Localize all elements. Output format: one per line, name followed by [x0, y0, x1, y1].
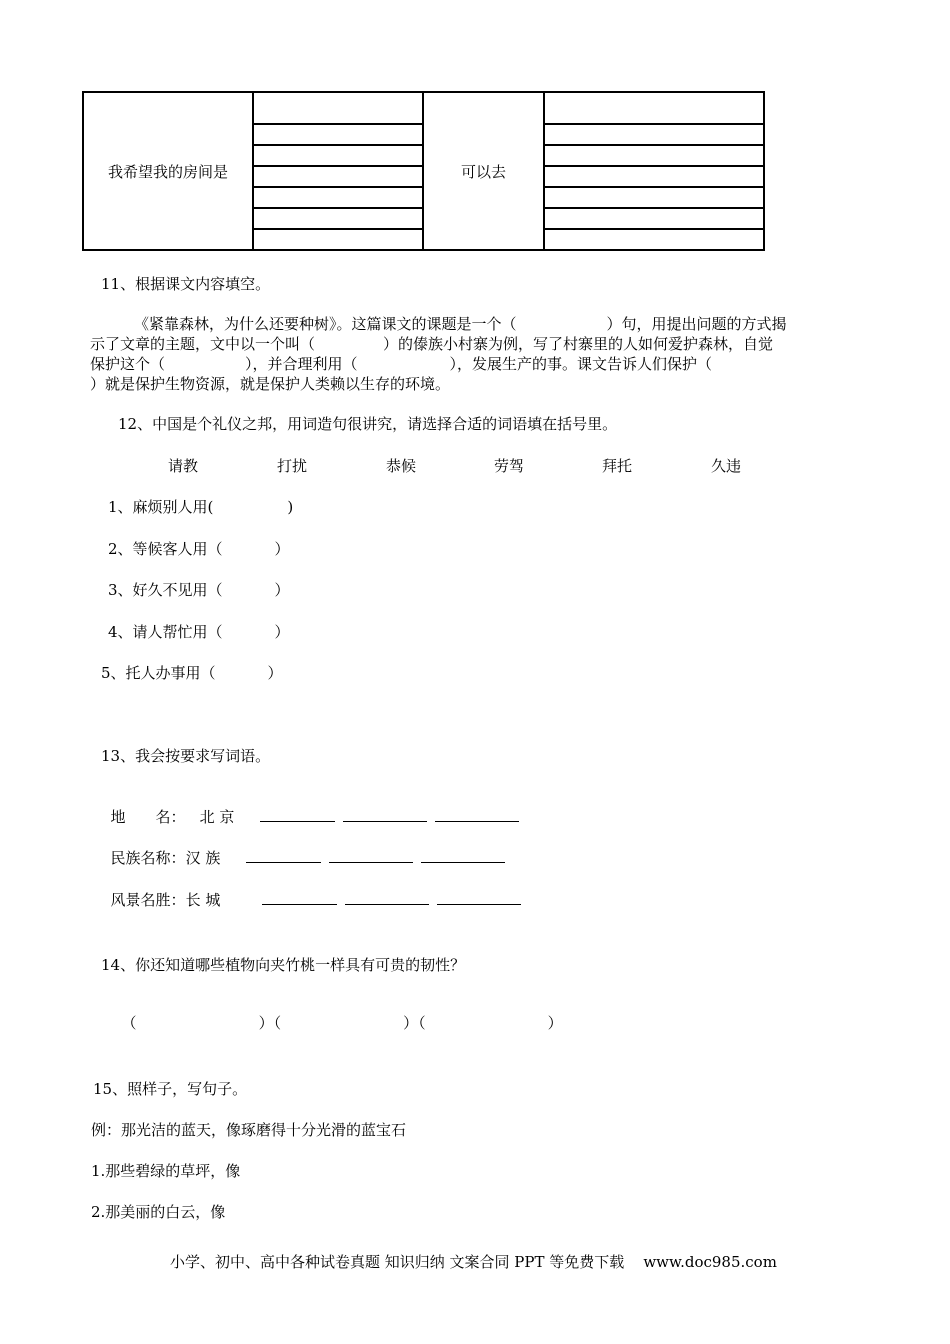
q15-example: 例：那光洁的蓝天，像琢磨得十分光滑的蓝宝石 — [91, 1121, 407, 1139]
q12-item: 4、请人帮忙用（ ） — [108, 623, 290, 641]
q13-title: 13、我会按要求写词语。 — [101, 747, 271, 765]
q12-item: 3、好久不见用（ ） — [108, 581, 290, 599]
q12-item: 1、麻烦别人用( ) — [108, 498, 294, 516]
q14-title: 14、你还知道哪些植物向夹竹桃一样具有可贵的韧性？ — [101, 956, 466, 974]
room-table — [82, 91, 765, 251]
q11-title: 11、根据课文内容填空。 — [101, 275, 271, 293]
q13-row: 风景名胜：长 城 — [101, 871, 521, 910]
room-label-cell — [83, 92, 253, 250]
word-option: 拜托 — [602, 457, 633, 475]
q15-title: 15、照样子，写句子。 — [93, 1080, 248, 1098]
go-label-cell — [423, 92, 544, 250]
word-option: 请教 — [168, 457, 199, 475]
q12-item: 2、等候客人用（ ） — [108, 540, 290, 558]
go-label: 可以去 — [460, 162, 506, 181]
q11-paragraph: 《紧靠森林，为什么还要种树》。这篇课文的课题是一个（ ）句，用提出问题的方式揭 示了文章的主题，文中以一个叫（ ）的傣族小村寨为例，写了村寨里的人如何爱护森林，自觉 保护这个（ ），并合理利用（ ），发展生产的事。课文告诉人们保护（ ）就是保护生物资源，就是保护人类赖以生存的环境。 — [90, 315, 787, 393]
q15-sentence-2: 2.那美丽的白云，像 — [91, 1203, 226, 1221]
q15-sentence-1: 1.那些碧绿的草坪，像 — [91, 1162, 241, 1180]
go-answer-lines — [544, 92, 764, 250]
q12-title: 12、中国是个礼仪之邦，用词造句很讲究，请选择合适的词语填在括号里。 — [118, 415, 618, 433]
q14-blanks: （ ）（ ）（ ） — [121, 1014, 563, 1032]
q13-row: 民族名称：汉 族 — [101, 829, 505, 868]
footer-text: 小学、初中、高中各种试卷真题 知识归纳 文案合同 PPT 等免费下载 www.doc985.com — [170, 1253, 777, 1271]
room-label: 我希望我的房间是 — [107, 162, 228, 181]
q12-item: 5、托人办事用（ ） — [101, 664, 283, 682]
word-option: 打扰 — [277, 457, 308, 475]
word-option: 恭候 — [386, 457, 417, 475]
room-answer-lines — [253, 92, 423, 250]
q13-row: 地 名： 北 京 — [101, 788, 519, 827]
word-option: 劳驾 — [494, 457, 525, 475]
word-option: 久违 — [711, 457, 742, 475]
